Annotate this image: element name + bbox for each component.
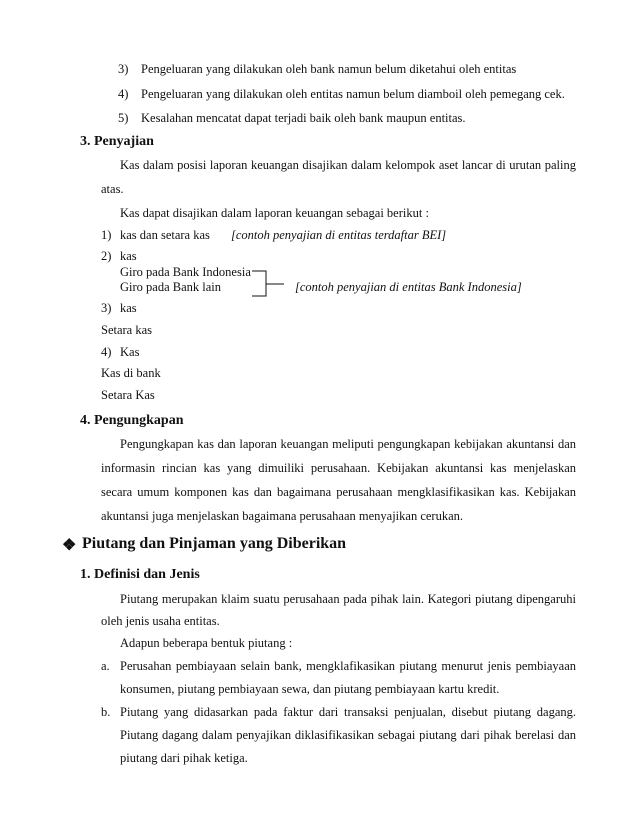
paragraph-line: Piutang merupakan klaim suatu perusahaan pada pihak lain. Kategori piutang dipengaruhi	[120, 592, 576, 606]
list-item-text: Piutang yang didasarkan pada faktur dari transaksi penjualan, disebut piutang dagang.	[120, 705, 576, 719]
paragraph-line: Kas dapat disajikan dalam laporan keuangan sebagai berikut :	[120, 206, 429, 220]
sub-item-text: Giro pada Bank Indonesia	[120, 265, 251, 279]
list-item-text: Piutang dagang dalam penyajikan diklasifikasikan sebagai piutang dari pihak berelasi dan	[120, 728, 576, 742]
paragraph-line: Adapun beberapa bentuk piutang :	[120, 636, 293, 650]
sub-item-text: Setara Kas	[101, 388, 155, 402]
list-item-text: kas	[120, 301, 137, 315]
list-letter: b.	[101, 705, 111, 719]
paragraph-line: Pengungkapan kas dan laporan keuangan meliputi pengungkapan kebijakan akuntansi dan	[120, 437, 576, 451]
list-number: 2)	[101, 249, 112, 263]
diamond-bullet-icon: ❖	[62, 537, 77, 554]
list-item-text: konsumen, piutang pembiayaan sewa, dan piutang pembiayaan kartu kredit.	[120, 682, 500, 696]
list-number: 3)	[101, 301, 112, 315]
bracket-connector	[250, 268, 290, 300]
list-number: 5)	[118, 111, 129, 125]
section-heading-pengungkapan: 4. Pengungkapan	[80, 413, 184, 428]
paragraph-line: oleh jenis usaha entitas.	[101, 614, 220, 628]
list-item-text: Perusahan pembiayaan selain bank, mengklafikasikan piutang menurut jenis pembiayaan	[120, 659, 576, 673]
list-item-text: Pengeluaran yang dilakukan oleh bank namun belum diketahui oleh entitas	[141, 62, 517, 76]
example-note: [contoh penyajian di entitas Bank Indonesia]	[295, 280, 522, 294]
list-number: 4)	[118, 87, 129, 101]
sub-item-text: Setara kas	[101, 323, 153, 337]
paragraph-line: Kas dalam posisi laporan keuangan disajikan dalam kelompok aset lancar di urutan paling	[120, 158, 576, 172]
paragraph-line: informasin rincian kas yang dimuiliki perusahaan. Kebijakan akuntansi kas menjelaskan	[101, 461, 576, 475]
list-item-text: kas dan setara kas	[120, 228, 210, 242]
list-letter: a.	[101, 659, 110, 673]
chapter-heading-piutang: Piutang dan Pinjaman yang Diberikan	[82, 535, 347, 552]
list-number: 3)	[118, 62, 129, 76]
list-number: 1)	[101, 228, 112, 242]
example-note: [contoh penyajian di entitas terdaftar BEI]	[231, 228, 447, 242]
sub-item-text: Kas di bank	[101, 366, 161, 380]
list-item-text: Kesalahan mencatat dapat terjadi baik oleh bank maupun entitas.	[141, 111, 466, 125]
paragraph-line: atas.	[101, 182, 124, 196]
list-item-text: Pengeluaran yang dilakukan oleh entitas namun belum diamboil oleh pemegang cek.	[141, 87, 565, 101]
paragraph-line: secara umum komponen kas dan bagaimana perusahaan mengklasifikasikan kas. Kebijakan	[101, 485, 576, 499]
section-heading-definisi: 1. Definisi dan Jenis	[80, 567, 200, 582]
paragraph-line: akuntansi juga menjelaskan bagaimana perusahaan menyajikan cerukan.	[101, 509, 464, 523]
section-heading-penyajian: 3. Penyajian	[80, 134, 154, 149]
list-item-text: piutang dari pihak ketiga.	[120, 751, 248, 765]
list-item-text: kas	[120, 249, 137, 263]
list-item-text: Kas	[120, 345, 140, 359]
sub-item-text: Giro pada Bank lain	[120, 280, 222, 294]
list-number: 4)	[101, 345, 112, 359]
